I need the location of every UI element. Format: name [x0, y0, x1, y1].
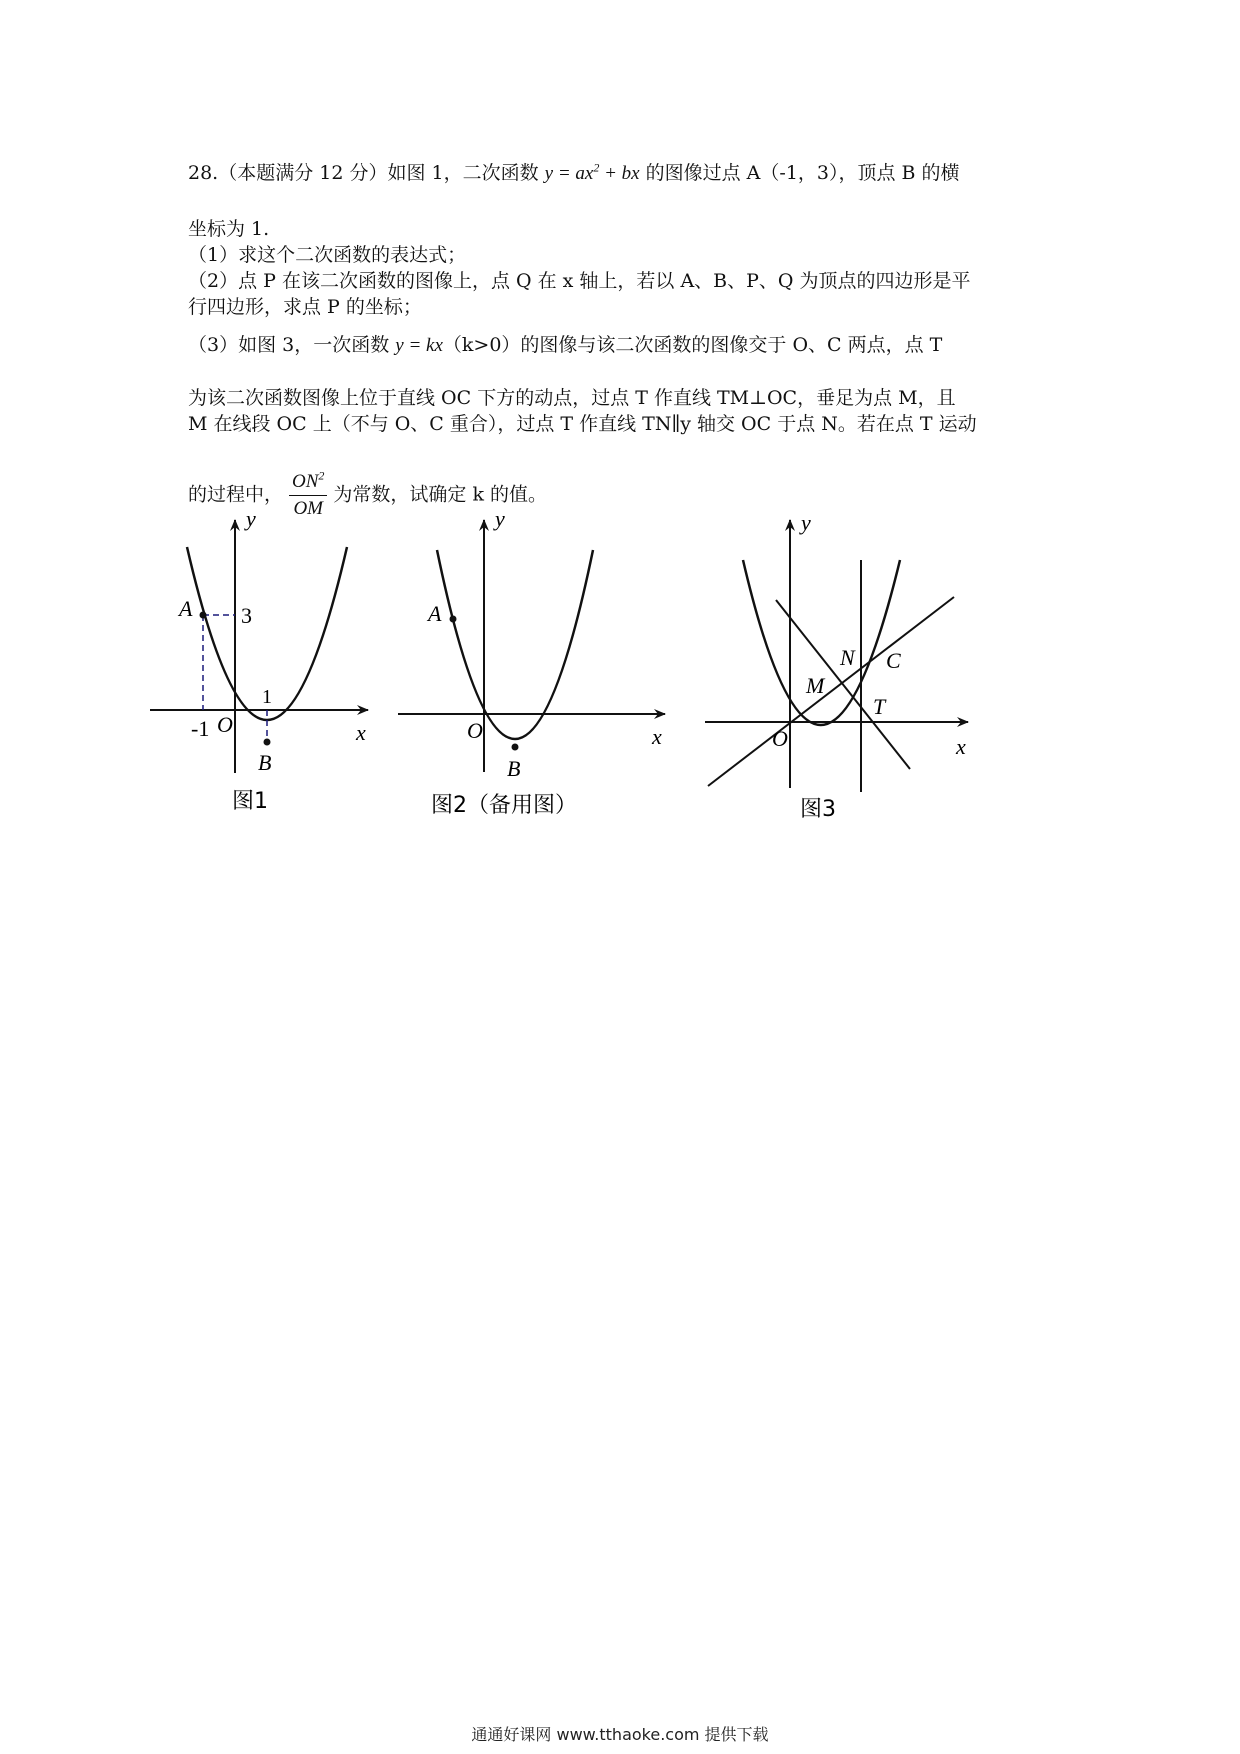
fig1-label-y: y	[246, 506, 256, 531]
fig3-label-c: C	[886, 648, 901, 673]
fig3-label-n: N	[840, 645, 855, 670]
fraction-denominator: OM	[293, 498, 323, 519]
fig2-label-x: x	[652, 724, 662, 749]
quadratic-formula	[544, 160, 640, 184]
fig2-label-y: y	[495, 506, 505, 531]
linear-formula: y = kx	[395, 335, 443, 356]
footer-credit: 通通好课网 www.tthaoke.com 提供下载	[471, 1725, 769, 1744]
fig3-label-o: O	[772, 726, 788, 751]
fig1-label-1: 1	[262, 686, 272, 708]
problem-intro-line	[188, 160, 1058, 186]
fig1-point-a	[200, 612, 207, 619]
fig3-label-m: M	[806, 673, 825, 698]
fig1-label-b: B	[258, 750, 272, 775]
intro-text-a: 28.（本题满分 12 分）如图 1，二次函数	[188, 162, 545, 184]
part-3-line-2: 为该二次函数图像上位于直线 OC 下方的动点，过点 T 作直线 TM⊥OC，垂足为点 M，且	[188, 387, 956, 409]
part-3-line-4	[188, 469, 1058, 522]
figure-1	[150, 506, 368, 814]
part-1: （1）求这个二次函数的表达式；	[188, 244, 467, 266]
intro-text-b: 的图像过点 A（-1，3），顶点 B 的横	[639, 162, 960, 184]
fig3-caption: 图3	[800, 797, 836, 822]
fig2-point-a	[450, 616, 457, 623]
part-3-text-a: （3）如图 3，一次函数	[188, 334, 396, 356]
formula-suffix: + bx	[599, 163, 640, 184]
fig2-parabola	[437, 550, 593, 739]
fig2-caption: 图2（备用图）	[431, 793, 577, 818]
fig1-label-a: A	[179, 596, 193, 621]
fraction-numerator	[289, 469, 327, 496]
fig3-line-oc	[708, 597, 954, 786]
part-3-line-1	[188, 332, 1058, 359]
fig2-point-b	[512, 744, 519, 751]
fig3-line-tm	[776, 600, 910, 769]
part-2-line-1: （2）点 P 在该二次函数的图像上，点 Q 在 x 轴上，若以 A、B、P、Q 为顶点的四边形是平	[188, 270, 971, 292]
part-3-text-e: 的过程中，	[188, 483, 284, 506]
fig1-label-o: O	[217, 712, 233, 737]
problem-text	[188, 160, 1058, 522]
part-3-text-f: 为常数，试确定 k 的值。	[333, 483, 548, 506]
fig2-label-a: A	[428, 601, 442, 626]
fig1-label-x: x	[356, 720, 366, 745]
part-3-text-b: （k>0）的图像与该二次函数的图像交于 O、C 两点，点 T	[442, 334, 943, 356]
numerator-exponent: 2	[318, 468, 325, 483]
fig1-point-b	[264, 739, 271, 746]
fig3-label-x: x	[956, 734, 966, 759]
fig2-label-o: O	[467, 718, 483, 743]
fig1-label-minus-1: -1	[191, 716, 210, 741]
numerator-text: ON	[292, 471, 319, 492]
fraction-on2-over-om	[289, 469, 327, 522]
fig3-label-t: T	[873, 694, 886, 719]
fig1-label-3: 3	[241, 603, 252, 628]
formula-exponent: 2	[593, 160, 600, 175]
formula-prefix: y = ax	[544, 163, 594, 184]
fig2-label-b: B	[507, 756, 521, 781]
figure-3	[705, 510, 968, 822]
part-3-line-3: M 在线段 OC 上（不与 O、C 重合），过点 T 作直线 TN∥y 轴交 OC 于点 N。若在点 T 运动	[188, 413, 977, 435]
figure-2	[398, 506, 665, 818]
part-2-line-2: 行四边形，求点 P 的坐标；	[188, 296, 422, 318]
fig1-caption: 图1	[232, 789, 268, 814]
fig3-label-y: y	[801, 510, 811, 535]
intro-line-2: 坐标为 1.	[188, 218, 270, 240]
